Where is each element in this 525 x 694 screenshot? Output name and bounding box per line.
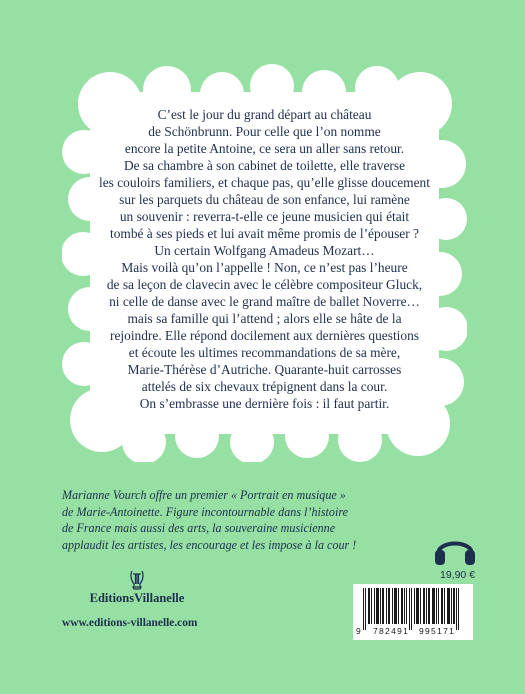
synopsis-line: sur les parquets du château de son enfance, lui ramène: [119, 192, 410, 207]
synopsis-line: de sa leçon de clavecin avec le célèbre compositeur Gluck,: [106, 277, 423, 292]
publisher-name: EditionsVillanelle: [89, 591, 185, 605]
synopsis-line: et écoute les ultimes recommandations de sa mère,: [128, 345, 401, 360]
synopsis-text: [98, 106, 431, 412]
price-label: 19,90 €: [440, 569, 476, 581]
blurb-line: Marianne Vourch offre un premier « Portrait en musique »: [62, 488, 346, 502]
synopsis-line: tombé à ses pieds et lui avait même promis de l’épouser ?: [109, 226, 419, 241]
blurb-line: de Marie-Antoinette. Figure incontournable dans l’histoire: [62, 504, 348, 519]
back-cover-blurb: [62, 487, 472, 553]
isbn-barcode: [353, 584, 473, 640]
synopsis-line: les couloirs familiers, et chaque pas, qu’elle glisse doucement: [99, 175, 430, 190]
synopsis-line: C’est le jour du grand départ au château: [157, 107, 372, 122]
synopsis-line: Un certain Wolfgang Amadeus Mozart…: [154, 243, 375, 258]
synopsis-line: Mais voilà qu’on l’appelle ! Non, ce n’est pas l’heure: [121, 260, 408, 275]
synopsis-line: De sa chambre à son cabinet de toilette, elle traverse: [123, 158, 406, 173]
synopsis-line: rejoindre. Elle répond docilement aux dernières questions: [110, 328, 419, 343]
synopsis-line: encore la petite Antoine, ce sera un aller sans retour.: [124, 141, 405, 156]
synopsis-line: mais sa famille qui l’attend ; alors elle se hâte de la: [127, 311, 402, 326]
headphones-icon: [433, 532, 477, 566]
isbn-right-group: 995171: [419, 626, 456, 636]
publisher-logo: [62, 570, 212, 606]
synopsis-line: attelés de six chevaux trépignent dans la cour.: [141, 379, 388, 394]
synopsis-line: Marie-Thérèse d’Autriche. Quarante-huit carrosses: [127, 362, 402, 377]
barcode-bars: [363, 588, 463, 630]
blurb-line: de France mais aussi des arts, la souveraine musicienne: [62, 521, 336, 536]
lyre-icon: [129, 570, 145, 590]
synopsis-line: de Schönbrunn. Pour celle que l’on nomme: [148, 124, 381, 139]
isbn-lead-digit: 9: [356, 626, 361, 636]
synopsis-line: un souvenir : reverra-t-elle ce jeune musicien qui était: [119, 209, 410, 224]
isbn-left-group: 782491: [373, 626, 410, 636]
synopsis-line: ni celle de danse avec le grand maître de ballet Noverre…: [109, 294, 420, 309]
publisher-website-link[interactable]: www.editions-villanelle.com: [62, 617, 198, 629]
blurb-line: applaudit les artistes, les encourage et les impose à la cour !: [62, 537, 357, 552]
synopsis-line: On s’embrasse une dernière fois : il faut partir.: [139, 396, 390, 411]
